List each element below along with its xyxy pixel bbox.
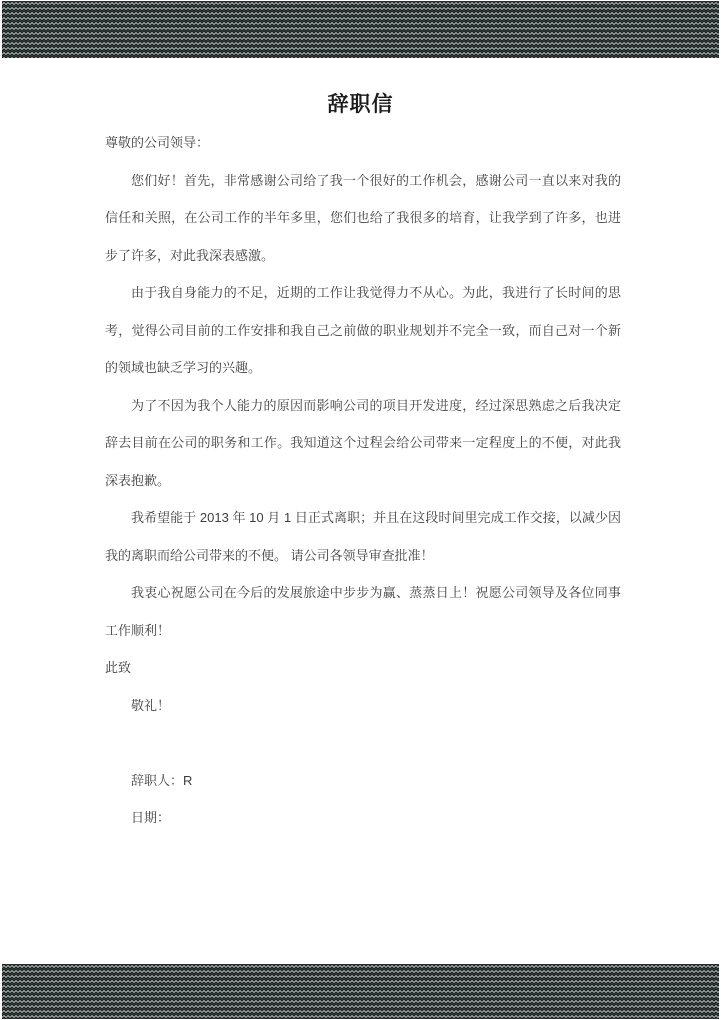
signature-block (105, 762, 621, 837)
closing-cizhi: 此致 (105, 660, 132, 675)
paragraph: 由于我自身能力的不足，近期的工作让我觉得力不从心。为此，我进行了长时间的思考，觉得公司目前的工作安排和我自己之前做的职业规划并不完全一致，而自己对一个新的领域也缺乏学习的兴趣。 (105, 285, 621, 375)
signer-line: 辞职人：R (131, 772, 193, 788)
paragraph: 我衷心祝愿公司在今后的发展旅途中步步为赢、蒸蒸日上！祝愿公司领导及各位同事工作顺利！ (105, 585, 621, 638)
salutation: 尊敬的公司领导： (105, 135, 210, 150)
document-title: 辞职信 (327, 93, 394, 116)
closing-jingli: 敬礼！ (131, 697, 171, 713)
decorative-zigzag-band-bottom (2, 964, 719, 1019)
date-line: 日期： (131, 810, 171, 825)
paragraph: 为了不因为我个人能力的原因而影响公司的项目开发进度，经过深思熟虑之后我决定辞去目前在公司的职务和工作。我知道这个过程会给公司带来一定程度上的不便，对此我深表抱歉。 (105, 397, 621, 488)
paragraph: 我希望能于 2013 年 10 月 1 日正式离职；并且在这段时间里完成工作交接，以减少因我的离职而给公司带来的不便。 请公司各领导审查批准！ (105, 510, 621, 563)
paragraph: 您们好！首先，非常感谢公司给了我一个很好的工作机会，感谢公司一直以来对我的信任和关照，在公司工作的半年多里，您们也给了我很多的培育，让我学到了许多，也进步了许多，对此我深表感激。 (105, 172, 621, 263)
decorative-zigzag-band-top (2, 1, 719, 58)
letter-body (105, 124, 621, 837)
